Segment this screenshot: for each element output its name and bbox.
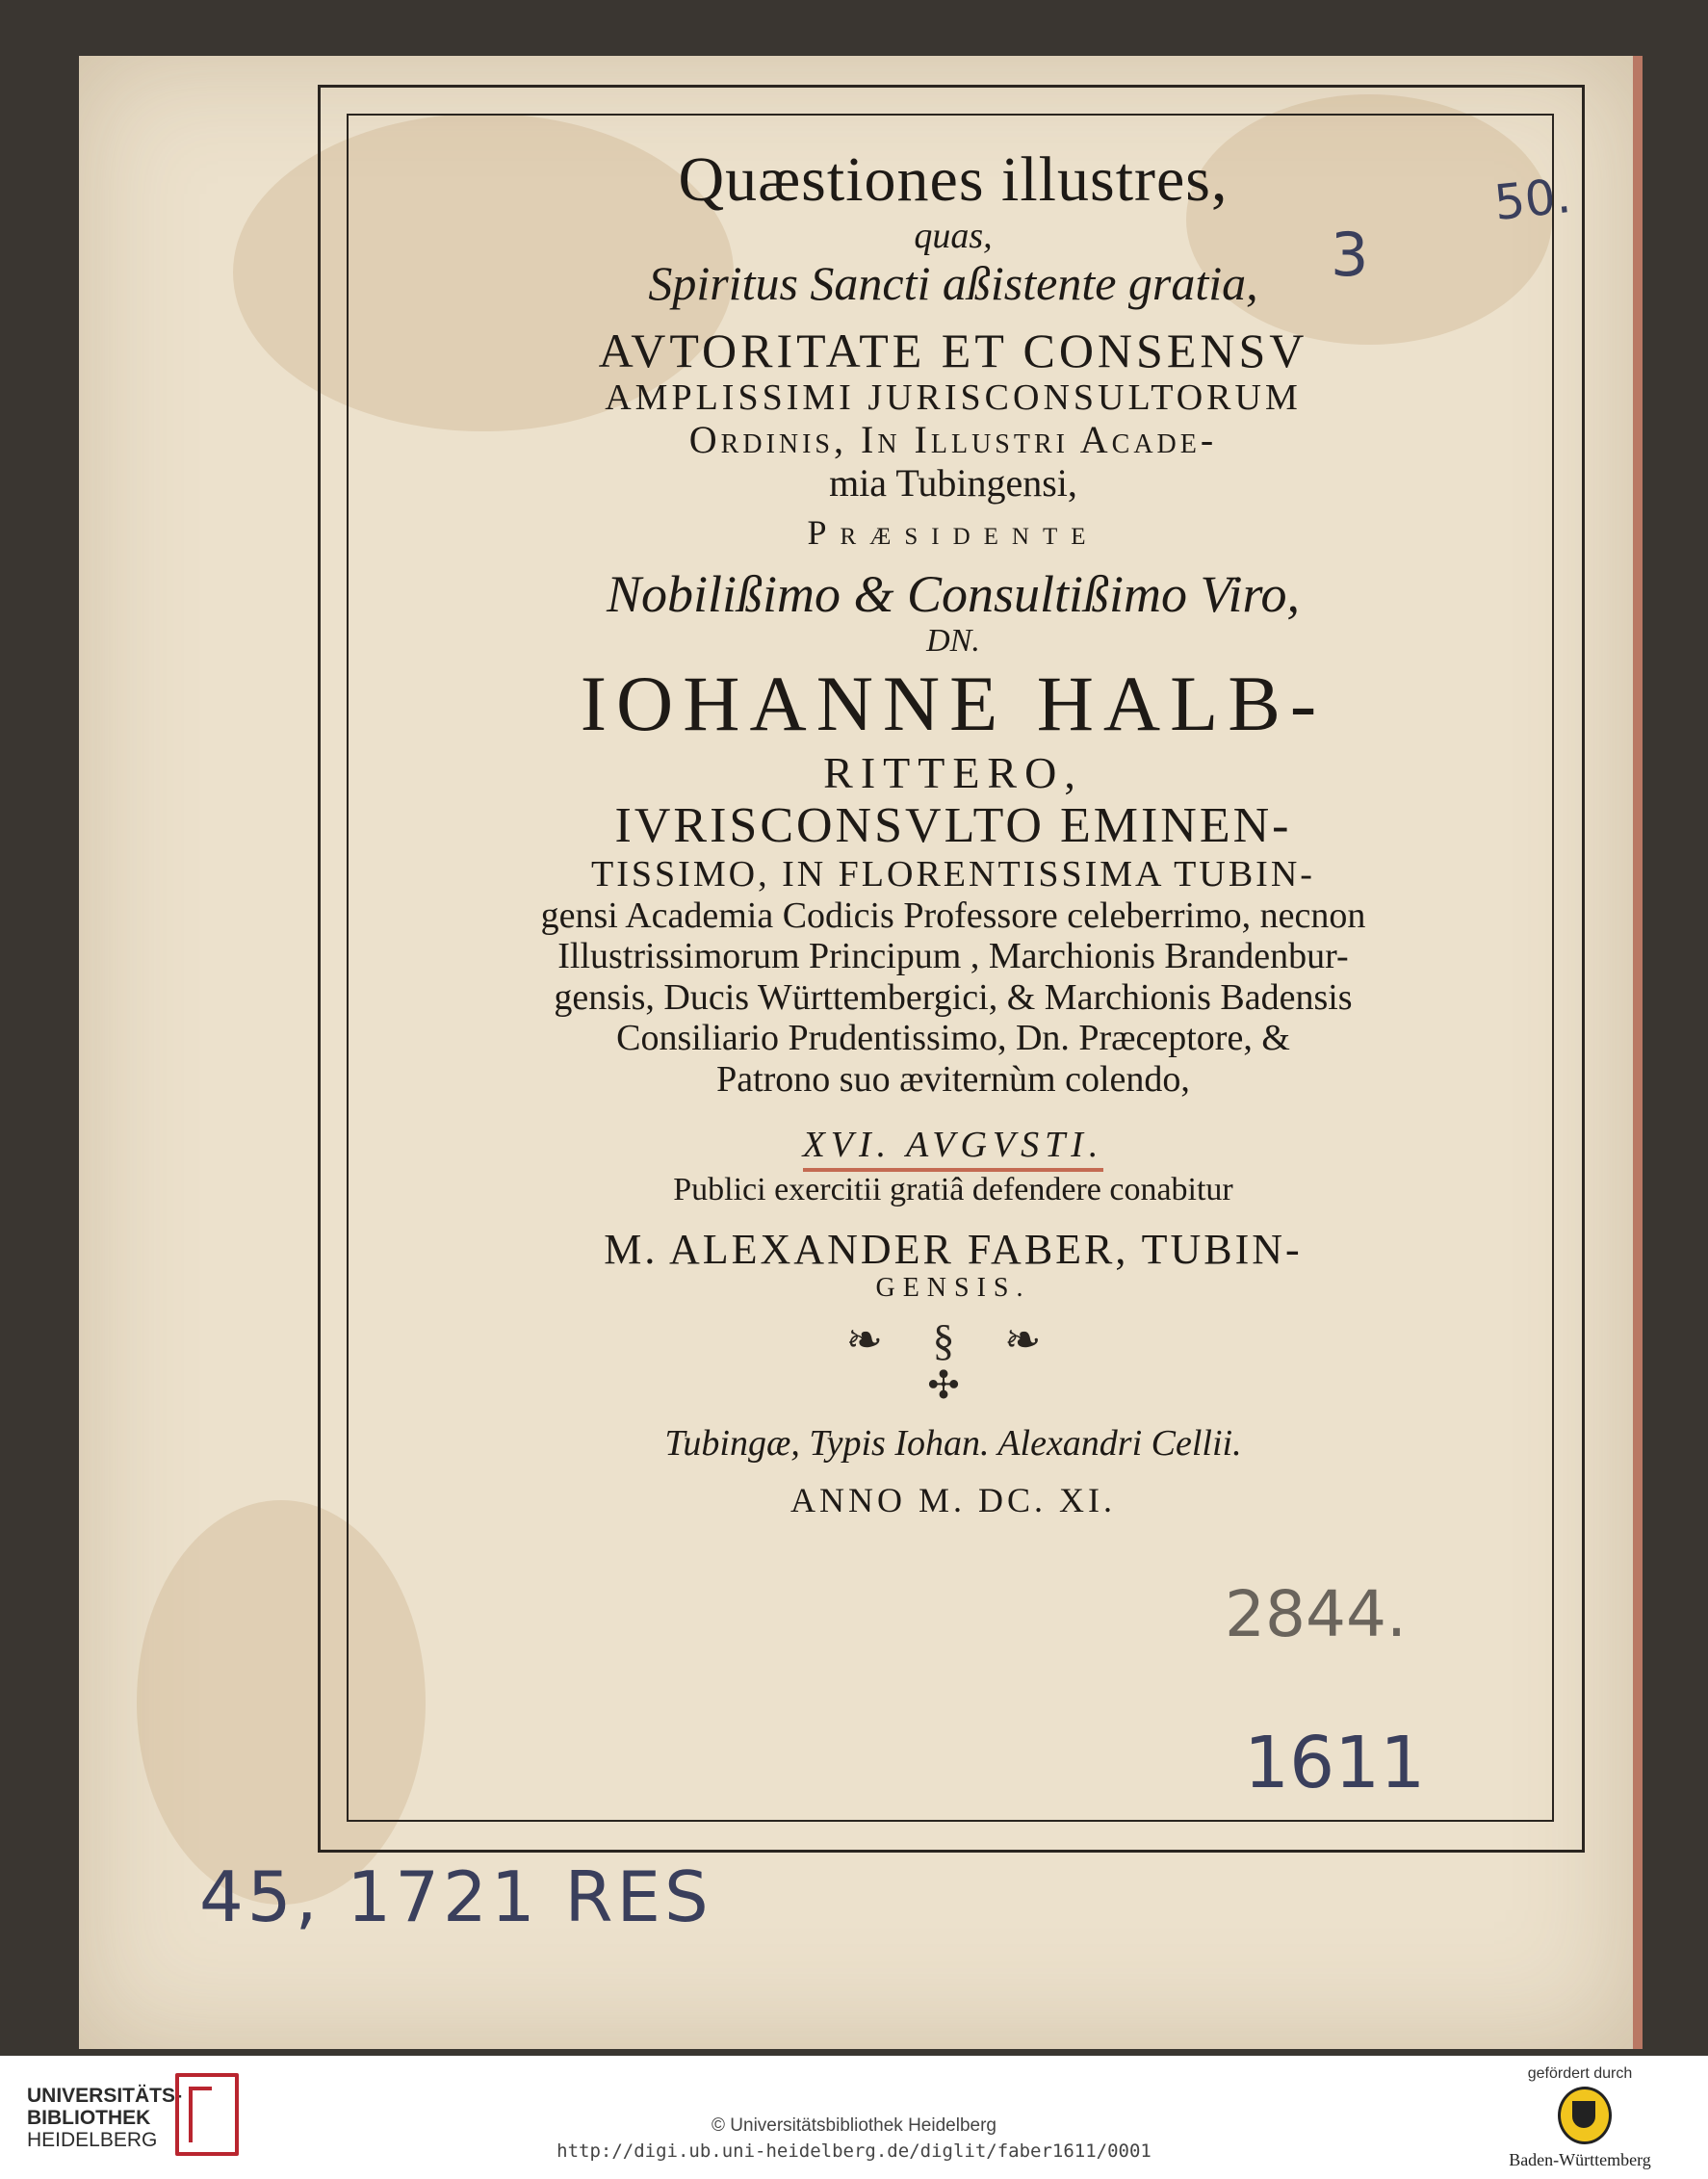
logo-text: HEIDELBERG — [27, 2129, 158, 2152]
title-line: IOHANNE HALB- — [580, 660, 1327, 748]
title-block — [375, 144, 1531, 1520]
title-line: TISSIMO, IN FLORENTISSIMA TUBIN- — [591, 854, 1315, 895]
title-line: Quæstiones illustres, — [678, 144, 1229, 215]
title-line: AVTORITATE ET CONSENSV — [598, 324, 1308, 378]
title-line: Consiliario Prudentissimo, Dn. Præceptore, & — [616, 1018, 1290, 1059]
title-line: Patrono suo æviternùm colendo, — [716, 1058, 1190, 1100]
funder-name: Baden-Württemberg — [1509, 2150, 1651, 2169]
copyright-text: © Universitätsbibliothek Heidelberg — [712, 2115, 996, 2136]
logo-text: BIBLIOTHEK — [27, 2107, 151, 2130]
bw-crest-icon[interactable] — [1558, 2087, 1612, 2144]
title-line: gensi Academia Codicis Professore celeberrimo, necnon — [540, 895, 1366, 936]
title-line: DN. — [926, 623, 980, 660]
handwritten-number: 2844. — [1225, 1577, 1407, 1651]
title-line: Illustrissimorum Principum , Marchionis Brandenbur- — [557, 936, 1349, 977]
date-imprint: ANNO M. DC. XI. — [790, 1481, 1116, 1520]
title-line: RITTERO, — [823, 748, 1083, 798]
permalink[interactable]: http://digi.ub.uni-heidelberg.de/diglit/faber1611/0001 — [556, 2140, 1152, 2162]
title-line: Nobilißimo & Consultißimo Viro, — [606, 564, 1301, 623]
title-line: Præsidente — [807, 512, 1100, 552]
funding-label: gefördert durch — [1527, 2065, 1633, 2082]
author-line: M. ALEXANDER FABER, TUBIN- — [604, 1225, 1303, 1273]
handwritten-mark: 3 — [1331, 220, 1369, 290]
imprint-line: Tubingæ, Typis Iohan. Alexandri Cellii. — [664, 1422, 1242, 1464]
ornament-icon: ❧ § ❧ — [845, 1314, 1061, 1364]
handwritten-number: 50. — [1491, 168, 1574, 231]
title-line: quas, — [914, 215, 993, 256]
title-line: Ordinis, In Illustri Acade- — [688, 418, 1218, 461]
title-line: AMPLISSIMI JURISCONSULTORUM — [605, 377, 1302, 419]
handwritten-shelfmark: 45, 1721 RES — [199, 1856, 712, 1937]
ornament-icon: ✣ — [927, 1363, 979, 1408]
title-line: mia Tubingensi, — [829, 460, 1077, 505]
handwritten-year: 1611 — [1244, 1722, 1426, 1804]
title-line: Spiritus Sancti aßistente gratia, — [648, 256, 1258, 311]
viewer-footer — [0, 2056, 1708, 2179]
title-line: Publici exercitii gratiâ defendere conabitur — [673, 1171, 1233, 1207]
title-line: IVRISCONSVLTO EMINEN- — [614, 797, 1292, 853]
logo-text: UNIVERSITÄTS- — [27, 2085, 183, 2107]
author-line: GENSIS. — [875, 1273, 1031, 1304]
date-line: XVI. AVGVSTI. — [803, 1125, 1104, 1172]
title-line: gensis, Ducis Württembergici, & Marchionis Badensis — [554, 976, 1353, 1018]
